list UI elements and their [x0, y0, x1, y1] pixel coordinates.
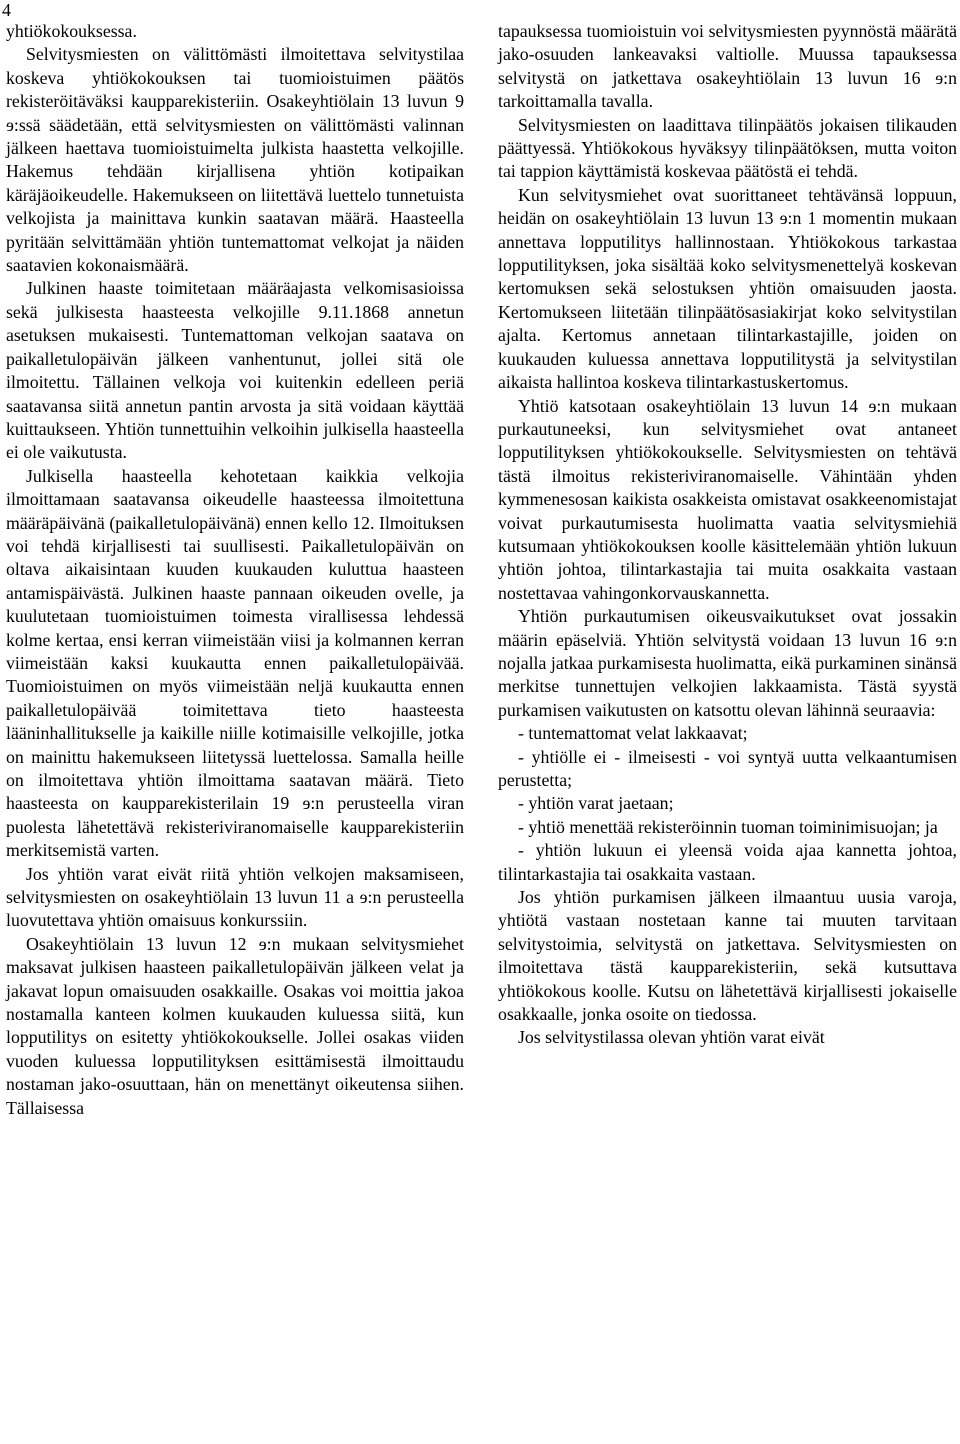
list-item: - yhtiölle ei - ilmeisesti - voi syntyä uutta velkaantumisen perustetta; [498, 746, 957, 790]
paragraph: Jos selvitystilassa olevan yhtiön varat eivät [518, 1027, 825, 1048]
paragraph: Kun selvitysmiehet ovat suorittaneet tehtävänsä loppuun, heidän on osakeyhtiölain 13 luvun 13 ɘ:n 1 momentin mukaan annettava lopputilitys hallinnostaan. Yhtiökokous tarkastaa lopputilityksen, joka sisältää koko selvitysmenettelyä koskevan kertomuksen sekä selostuksen yhtiön omaisuuden jaosta. Kertomukseen liitetään tilinpäätösasiakirjat koko selvitystilan ajalta. Kertomus annetaan tilintarkastajille, joiden on kuukauden kuluessa annettava lopputilitystä ja selvitystilan aikaista hallintoa koskeva tilintarkastuskertomus. [498, 184, 957, 393]
paragraph: Julkinen haaste toimitetaan määräajasta velkomisasioissa sekä julkisesta haasteesta velkojille 9.11.1868 annetun asetuksen mukaisesti. Tuntemattoman velkojan saatava on paikalletulopäivän jälkeen vanhentunut, jollei sitä ole ilmoitettu. Tällainen velkoja voi kuitenkin edelleen periä saatavansa siitä annetun pantin arvosta ja sitä voidaan käyttää kuittaukseen. Yhtiön tunnettuihin velkoihin julkisella haasteella ei ole vaikutusta. [6, 278, 464, 463]
paragraph: Yhtiö katsotaan osakeyhtiölain 13 luvun 14 ɘ:n mukaan purkautuneeksi, kun selvitysmiehet ovat antaneet lopputilityksen yhtiökokoukselle. Selvitysmiesten on tehtävä tästä ilmoitus rekisteriviranomaiselle. Vähintään yhden kymmenesosan kaikista osakkeista omistavat osakkeenomistajat voivat purkautumisesta huolimatta vaatia selvitysmiehiä kutsumaan yhtiökokouksen koolle käsittelemään yhtiön lukuun yhtiön johtoa, tilintarkastajia tai muita osakkaita vastaan nostettavaa vahingonkorvauskannetta. [498, 395, 957, 603]
left-column [6, 20, 464, 1120]
paragraph: Yhtiön purkautumisen oikeusvaikutukset ovat jossakin määrin epäselviä. Yhtiön selvitystä voidaan 13 luvun 16 ɘ:n nojalla jatkaa purkamisesta huolimatta, eikä purkaminen sinänsä merkitse tunnettujen velkojien lakkaamista. Tästä syystä purkamisen vaikutusten on katsottu olevan lähinnä seuraavia: [498, 606, 957, 720]
right-column [498, 20, 957, 1050]
paragraph: Jos yhtiön varat eivät riitä yhtiön velkojen maksamiseen, selvitysmiesten on osakeyhtiölain 13 luvun 11 a ɘ:n perusteella luovutettava yhtiön omaisuus konkurssiin. [6, 863, 464, 931]
list-item: - tuntemattomat velat lakkaavat; [518, 723, 748, 744]
list-item: - yhtiön varat jaetaan; [518, 793, 674, 814]
list-item: - yhtiön lukuun ei yleensä voida ajaa kannetta johtoa, tilintarkastajia tai osakkaita vastaan. [498, 840, 957, 884]
paragraph: Selvitysmiesten on välittömästi ilmoitettava selvitystilaa koskeva yhtiökokouksen tai tuomioistuimen päätös rekisteröitäväksi kaupparekisteriin. Osakeyhtiölain 13 luvun 9 ɘ:ssä säädetään, että selvitysmiesten on välittömästi valinnan jälkeen haettava tuomioistuimelta julkista haastetta velkojille. Hakemus tehdään kirjallisena yhtiön kotipaikan käräjäoikeudelle. Hakemukseen on liitettävä luettelo tunnetuista velkojista ja mainittava kunkin saatavan määrä. Haasteella pyritään selvittämään yhtiön tuntemattomat velkojat ja näiden saatavien kokonaismäärä. [6, 44, 464, 276]
paragraph: Osakeyhtiölain 13 luvun 12 ɘ:n mukaan selvitysmiehet maksavat julkisen haasteen paikalletulopäivän jälkeen velat ja jakavat lopun omaisuuden osakkaille. Osakas voi moittia jakoa nostamalla kanteen kolmen kuukauden kuluessa siitä, kun lopputilitys on esitetty yhtiökokoukselle. Jollei osakas viiden vuoden kuluessa lopputilityksen esittämisestä ilmoittaudu nostaman jako-osuuttaan, hän on menettänyt oikeutensa siihen. Tällaisessa [6, 933, 464, 1118]
paragraph: tapauksessa tuomioistuin voi selvitysmiesten pyynnöstä määrätä jako-osuuden lankeavaksi valtiolle. Muussa tapauksessa selvitystä on jatkettava osakeyhtiölain 13 luvun 16 ɘ:n tarkoittamalla tavalla. [498, 21, 957, 112]
paragraph: Julkisella haasteella kehotetaan kaikkia velkojia ilmoittamaan saatavansa oikeudelle haasteessa ilmoitettuna määräpäivänä (paikalletulopäivänä) ennen kello 12. Ilmoituksen voi tehdä kirjallisesti tai suullisesti. Paikalletulopäivän on oltava aikaisintaan kuuden kuukauden kuluttua haasteen antamispäivästä. Julkinen haaste pannaan oikeuden ovelle, ja kuulutetaan tuomioistuimen toimesta virallisessa lehdessä kolme kertaa, ensi kerran viimeistään viisi ja kolmannen kerran viimeistään kaksi kuukautta ennen paikalletulopäivää. Tuomioistuimen on myös viimeistään neljä kuukautta ennen paikalletulopäivää toimitettava tieto haasteesta lääninhallitukselle ja kaikille niille kotimaisille velkojille, jotka on mainittu hakemukseen liitetyssä luettelossa. Samalla heille on ilmoitettava yhtiön ilmoittama saatavan määrä. Tieto haasteesta on kaupparekisterilain 19 ɘ:n perusteella viran puolesta lähetettävä rekisteriviranomaiselle kaupparekisteriin merkitsemistä varten. [6, 465, 464, 861]
paragraph: yhtiökokouksessa. [6, 21, 137, 41]
page-number: 4 [2, 0, 11, 20]
paragraph: Selvitysmiesten on laadittava tilinpäätös jokaisen tilikauden päättyessä. Yhtiökokous hyväksyy tilinpäätöksen, mutta voiton tai tappion käyttämistä koskevaa päätöstä ei tehdä. [498, 114, 957, 182]
list-item: - yhtiö menettää rekisteröinnin tuoman toiminimisuojan; ja [518, 816, 938, 837]
paragraph: Jos yhtiön purkamisen jälkeen ilmaantuu uusia varoja, yhtiötä vastaan nostetaan kanne tai muuten tarvitaan selvitystoimia, selvitystä on jatkettava. Selvitysmiesten on ilmoitettava tästä kaupparekisteriin, sekä kutsuttava yhtiökokous koolle. Kutsu on lähetettävä kirjallisesti jokaiselle osakkaalle, jonka osoite on tiedossa. [498, 887, 957, 1025]
